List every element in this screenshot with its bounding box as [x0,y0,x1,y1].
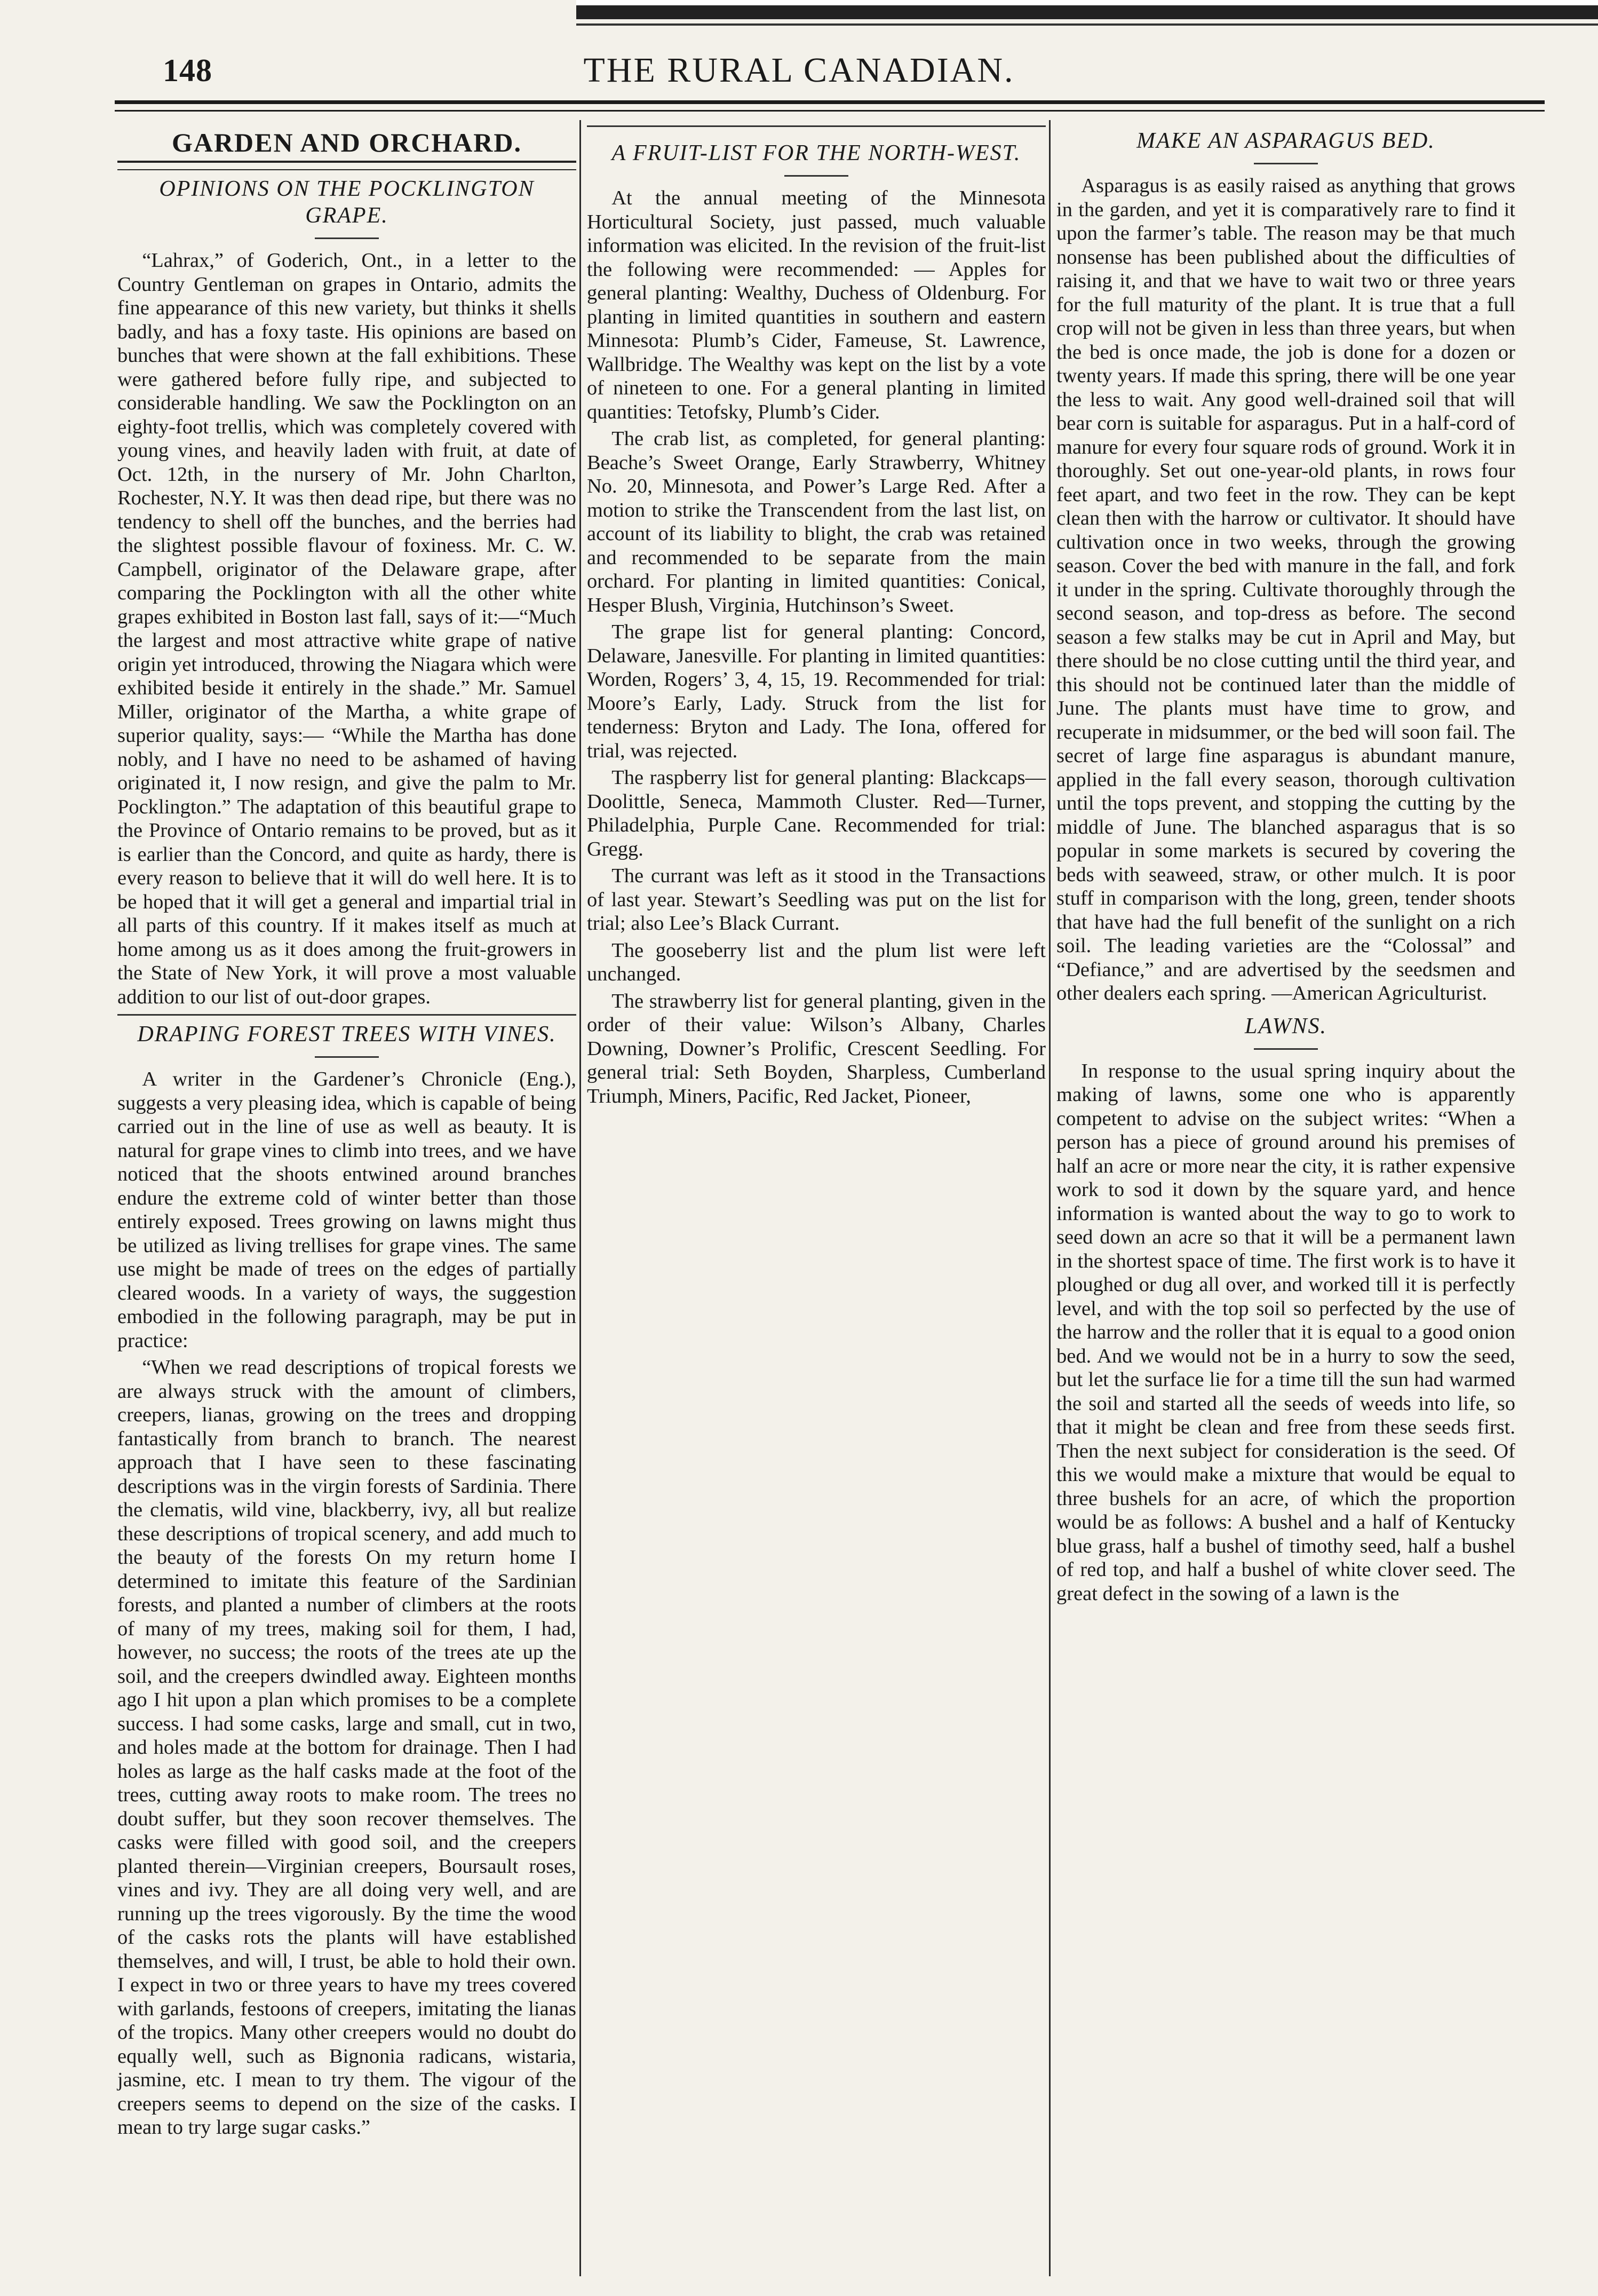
article-title-fruitlist: A FRUIT-LIST FOR THE NORTH-WEST. [611,141,1021,165]
section-rule [117,161,576,170]
article-paragraph: In response to the usual spring inquiry about the making of lawns, some one who is apparently competent to advise on the subject writes: “When a person has a piece of ground around his premises of half an acre or more near the city, it is rather expensive work to sod it down by the square yard, and hence information is wanted about the way to go to work to seed down an acre so that it will be a permanent lawn in the shortest space of time. The first work is to have it ploughed or dug all over, and worked till it is perfectly level, and with the top soil so perfected by the use of the harrow and the roller that it is equal to a good onion bed. And we would not be in a hurry to sow the seed, but let the surface lie for a time till the sun had warmed the soil and started all the seeds of weeds into life, so that it might be clean and free from these seeds first. Then the next subject for consideration is the seed. Of this we would make a mixture that would be equal to three bushels for an acre, of which the proportion would be as follows: A bushel and a half of Kentucky blue grass, half a bushel of timothy seed, half a bushel of red top, and half a bushel of white clover seed. The great defect in the sowing of a lawn is the [1056,1059,1515,1605]
title-rule [1254,163,1318,164]
top-border-rule [576,23,1598,26]
article-title-asparagus: MAKE AN ASPARAGUS BED. [1136,129,1435,153]
top-border-bar [576,0,1598,19]
section-heading: GARDEN AND ORCHARD. [171,128,522,157]
article-paragraph: The currant was left as it stood in the Transactions of last year. Stewart’s Seedling was put on the list for trial; also Lee’s Black Currant. [587,865,1046,935]
article-paragraph: Asparagus is as easily raised as anything that grows in the garden, and yet it is comparatively rare to find it upon the farmer’s table. The reason may be that much nonsense has been published about the difficulties of raising it, and that we have to wait two or three years for the full maturity of the plant. It is true that a full crop will not be given in less than three years, but when the bed is once made, the job is done for a dozen or twenty years. If made this spring, there will be one year the less to wait. Any good well-drained soil that will bear corn is suitable for asparagus. Put in a half-cord of manure for every four square rods of ground. Work it in thoroughly. Set out one-year-old plants, in rows four feet apart, and two feet in the row. They can be kept clean then with the harrow or cultivator. It should have cultivation once in two weeks, through the growing season. Cover the bed with manure in the fall, and fork it under in the spring. Cultivate thoroughly through the second season, and top-dress as before. The second season a few stalks may be cut in April and May, but there should be no close cutting until the third year, and this should not be continued later than the middle of June. The plants must have time to grow, and recuperate in midsummer, or the bed will soon fail. The secret of large fine asparagus is abundant manure, applied in the fall every season, thorough cultivation until the tops prevent, and stopping the cutting by the middle of June. The blanched asparagus that is so popular in some markets is secured by covering the beds with seaweed, straw, or other mulch. It is poor stuff in comparison with the long, green, tender shoots that have had the full benefit of the sunlight on a rich soil. The leading varieties are the “Colossal” and “Defiance,” and are advertised by the seedsmen and other dealers each spring. —American Agriculturist. [1056,175,1515,1004]
article-paragraph: The raspberry list for general planting: Blackcaps—Doolittle, Seneca, Mammoth Cluster. Red—Turner, Philadelphia, Purple Cane. Recommended for trial: Gregg. [587,766,1046,860]
column-right [1056,120,1515,1609]
article-separator [587,125,1046,127]
header-rule-thin [115,110,1545,112]
article-title-draping: DRAPING FOREST TREES WITH VINES. [137,1022,556,1047]
title-rule [315,1056,379,1058]
article-paragraph: The gooseberry list and the plum list were left unchanged. [587,939,1046,985]
masthead-title: THE RURAL CANADIAN. [583,51,1015,90]
article-paragraph: “Lahrax,” of Goderich, Ont., in a letter to the Country Gentleman on grapes in Ontario, admits the fine appearance of this new variety, but thinks it shells badly, and has a foxy taste. His opinions are based on bunches that were shown at the fall exhibitions. These were gathered before fully ripe, and subjected to considerable handling. We saw the Pocklington on an eighty-foot trellis, which was completely covered with young vines, and heavily laden with fruit, at date of Oct. 12th, in the nursery of Mr. John Charlton, Rochester, N.Y. It was then dead ripe, but there was no tendency to shell off the bunches, and the berries had the slightest possible flavour of foxiness. Mr. C. W. Campbell, originator of the Delaware grape, after comparing the Pocklington with all the other white grapes exhibited in Boston last fall, says of it:—“Much the largest and most attractive white grape of native origin yet introduced, throwing the Niagara which were exhibited beside it entirely in the shade.” Mr. Samuel Miller, originator of the Martha, a white grape of superior quality, says:— “While the Martha has done nobly, and I have no need to be ashamed of having originated it, I now resign, and give the palm to Mr. Pocklington.” The adaptation of this beautiful grape to the Province of Ontario remains to be proved, but as it is earlier than the Concord, and quite as hardy, there is every reason to believe that it will do well here. It is to be hoped that it will get a general and impartial trial in all parts of this country. If it makes itself as much at home among us as it does among the fruit-growers in the State of New York, it will prove a most valuable addition to our list of out-door grapes. [117,249,576,1008]
article-paragraph: The strawberry list for general planting, given in the order of their value: Wilson’s Albany, Charles Downing, Downer’s Prolific, Crescent Seedling. For general trial: Seth Boyden, Sharpless, Cumberland Triumph, Miners, Pacific, Red Jacket, Pioneer, [587,989,1046,1107]
column-divider [1049,120,1051,2276]
column-divider [579,120,581,2276]
article-paragraph: A writer in the Gardener’s Chronicle (Eng.), suggests a very pleasing idea, which is capable of being carried out in the line of use as well as beauty. It is natural for grape vines to climb into trees, and we have noticed that the shoots entwined around branches endure the extreme cold of winter better than those entirely exposed. Trees growing on lawns might thus be utilized as living trellises for grape vines. The same use might be made of trees on the edges of partially cleared woods. In a variety of ways, the suggestion embodied in the following paragraph, may be put in practice: [117,1068,576,1352]
article-paragraph: The grape list for general planting: Concord, Delaware, Janesville. For planting in limited quantities: Worden, Rogers’ 3, 4, 15, 19. Recommended for trial: Moore’s Early, Lady. Struck from the list for tenderness: Bryton and Lady. The Iona, offered for trial, was rejected. [587,621,1046,762]
article-paragraph-continued: “When we read descriptions of tropical forests we are always struck with the amount of climbers, creepers, lianas, growing on the trees and dropping fantastically from branch to branch. The nearest approach that I have seen to these fascinating descriptions was in the virgin forests of Sardinia. There the clematis, wild vine, blackberry, ivy, all but realize these descriptions of tropical scenery, and add much to the beauty of the forests On my return home I determined to imitate this feature of the Sardinian forests, and planted a number of climbers at the roots of many of my trees, making soil for them, I had, however, no success; the roots of the trees ate up the soil, and the creepers dwindled away. Eighteen months ago I hit upon a plan which promises to be a complete success. I had some casks, large and small, cut in two, and holes made at the bottom for drainage. Then I had holes as large as the half casks made at the foot of the trees, cutting away roots to make room. The trees no doubt suffer, but they soon recover themselves. The casks were filled with good soil, and the creepers planted therein—Virginian creepers, Boursault roses, vines and ivy. They are all doing very well, and are running up the trees vigorously. By the time the wood of the casks rots the plants will have established themselves, and will, I trust, be able to hold their own. I expect in two or three years to have my trees covered with garlands, festoons of creepers, imitating the lianas of the tropics. Many other creepers would no doubt do equally well, such as Bignonia radicans, wistaria, jasmine, etc. I mean to try them. The vigour of the creepers seems to depend on the size of the casks. I mean to try large sugar casks.” [117,1356,576,2139]
title-rule [784,175,848,177]
title-rule [315,237,379,239]
column-middle [587,120,1046,1111]
article-title-pocklington: OPINIONS ON THE POCKLINGTON GRAPE. [159,177,535,228]
article-title-lawns: LAWNS. [1245,1014,1327,1039]
page-number: 148 [163,53,212,88]
header-rule-thick [115,100,1545,104]
page-header [0,43,1598,101]
article-paragraph: The crab list, as completed, for general planting: Beache’s Sweet Orange, Early Strawberry, Whitney No. 20, Minnesota, and Power’s Large Red. After a motion to strike the Transcendent from the last list, on account of its liability to blight, the crab was retained and recommended to be separate from the main orchard. For planting in limited quantities: Conical, Hesper Blush, Virginia, Hutchinson’s Sweet. [587,427,1046,616]
article-paragraph: At the annual meeting of the Minnesota Horticultural Society, just passed, much valuable information was elicited. In the revision of the fruit-list the following were recommended: — Apples for general planting: Wealthy, Duchess of Oldenburg. For planting in limited quantities in southern and eastern Minnesota: Plumb’s Cider, Fameuse, St. Lawrence, Wallbridge. The Wealthy was kept on the list by a vote of nineteen to one. For a general planting in limited quantities: Tetofsky, Plumb’s Cider. [587,187,1046,423]
title-rule [1254,1048,1318,1050]
article-separator [117,1014,576,1016]
column-left [117,120,576,2140]
